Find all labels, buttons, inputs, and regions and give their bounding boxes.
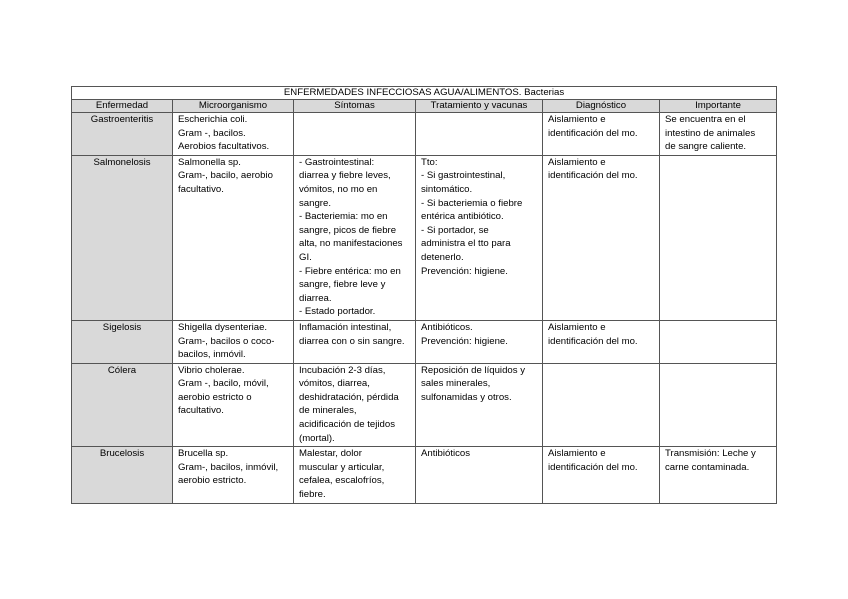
symptoms-cell [294, 363, 416, 447]
cell-text-line: sales minerales, [421, 378, 491, 390]
cell-text-line: facultativo. [178, 183, 224, 195]
cell-text-line: administra el tto para [421, 238, 511, 250]
cell-text-line: facultativo. [178, 405, 224, 417]
table-body [72, 113, 777, 504]
cell-text-line: entérica antibiótico. [421, 211, 504, 223]
important-cell [660, 113, 777, 156]
symptoms-cell [294, 113, 416, 156]
treatment-cell [416, 320, 543, 363]
cell-text-line: (mortal). [299, 432, 335, 444]
treatment-cell [416, 155, 543, 320]
cell-text-line: intestino de animales [665, 127, 756, 139]
cell-text-line: Gram-, bacilos, inmóvil, [178, 461, 279, 473]
diagnosis-cell [543, 363, 660, 447]
cell-text-line: Prevención: higiene. [421, 335, 508, 347]
cell-text-line: Gram -, bacilo, móvil, [178, 378, 269, 390]
cell-text-line: Vibrio cholerae. [178, 364, 245, 376]
cell-text-line: detenerlo. [421, 251, 464, 263]
header-enfermedad: Enfermedad [72, 100, 173, 113]
cell-text-line: identificación del mo. [548, 335, 638, 347]
cell-text-line: Incubación 2-3 días, [299, 364, 386, 376]
cell-text-line: Shigella dysenteriae. [178, 321, 268, 333]
table-row [72, 155, 777, 320]
cell-text-line: aerobio estricto o [178, 391, 252, 403]
microorganism-cell [173, 363, 294, 447]
symptoms-cell [294, 447, 416, 503]
cell-text-line: GI. [299, 251, 312, 263]
cell-text-line: sulfonamidas y otros. [421, 391, 512, 403]
cell-text-line: - Estado portador. [299, 306, 376, 318]
table-row [72, 447, 777, 503]
cell-text-line: Malestar, dolor [299, 448, 362, 460]
cell-text-line: - Gastrointestinal: [299, 156, 375, 168]
cell-text-line: - Si bacteriemia o fiebre [421, 197, 523, 209]
cell-text-line: Escherichia coli. [178, 114, 248, 125]
cell-text-line: aerobio estricto. [178, 475, 247, 487]
microorganism-cell [173, 155, 294, 320]
cell-text-line: sangre, picos de fiebre [299, 224, 397, 236]
header-tratamiento: Tratamiento y vacunas [416, 100, 543, 113]
cell-text-line: sintomático. [421, 183, 473, 195]
important-cell [660, 320, 777, 363]
diseases-table [71, 86, 777, 504]
cell-text-line: diarrea y fiebre leves, [299, 170, 391, 182]
cell-text-line: Transmisión: Leche y [665, 448, 756, 460]
cell-text-line: sangre, fiebre leve y [299, 279, 386, 291]
cell-text-line: identificación del mo. [548, 461, 638, 473]
cell-text-line: Gram -, bacilos. [178, 127, 246, 139]
cell-text-line: deshidratación, pérdida [299, 391, 399, 403]
header-microorganismo: Microorganismo [173, 100, 294, 113]
symptoms-cell [294, 155, 416, 320]
cell-text-line: Aerobios facultativos. [178, 141, 270, 153]
cell-text-line: Prevención: higiene. [421, 265, 508, 277]
cell-text-line: identificación del mo. [548, 170, 638, 182]
diagnosis-cell [543, 113, 660, 156]
cell-text-line: identificación del mo. [548, 127, 638, 139]
important-cell [660, 447, 777, 503]
microorganism-cell [173, 320, 294, 363]
cell-text-line: de minerales, [299, 405, 357, 417]
cell-text-line: Reposición de líquidos y [421, 364, 525, 376]
cell-text-line: diarrea. [299, 292, 332, 304]
diagnosis-cell [543, 447, 660, 503]
disease-name-cell: Gastroenteritis [72, 113, 173, 156]
cell-text-line: Brucella sp. [178, 448, 229, 460]
cell-text-line: carne contaminada. [665, 461, 750, 473]
disease-name-cell: Sigelosis [72, 320, 173, 363]
treatment-cell [416, 113, 543, 156]
microorganism-cell [173, 113, 294, 156]
cell-text-line: Se encuentra en el [665, 114, 746, 125]
cell-text-line: Tto: [421, 156, 438, 168]
cell-text-line: Gram-, bacilo, aerobio [178, 170, 273, 182]
cell-text-line: bacilos, inmóvil. [178, 349, 246, 361]
symptoms-cell [294, 320, 416, 363]
cell-text-line: Aislamiento e [548, 114, 606, 125]
cell-text-line: Inflamación intestinal, [299, 321, 392, 333]
cell-text-line: Gram-, bacilos o coco- [178, 335, 275, 347]
header-row [72, 100, 777, 113]
treatment-cell [416, 447, 543, 503]
treatment-cell [416, 363, 543, 447]
cell-text-line: alta, no manifestaciones [299, 238, 403, 250]
header-sintomas: Síntomas [294, 100, 416, 113]
disease-name-cell: Brucelosis [72, 447, 173, 503]
disease-name-cell: Cólera [72, 363, 173, 447]
cell-text-line: diarrea con o sin sangre. [299, 335, 405, 347]
cell-text-line: Aislamiento e [548, 321, 606, 333]
cell-text-line: - Si portador, se [421, 224, 489, 236]
cell-text-line: Aislamiento e [548, 448, 606, 460]
cell-text-line: vómitos, no mo en [299, 183, 378, 195]
cell-text-line: Antibióticos [421, 448, 471, 460]
table-row [72, 320, 777, 363]
cell-text-line: Antibióticos. [421, 321, 473, 333]
cell-text-line: - Si gastrointestinal, [421, 170, 506, 182]
diagnosis-cell [543, 320, 660, 363]
cell-text-line: sangre. [299, 197, 331, 209]
cell-text-line: fiebre. [299, 489, 326, 501]
important-cell [660, 155, 777, 320]
title-row [72, 87, 777, 100]
cell-text-line: - Fiebre entérica: mo en [299, 265, 401, 277]
cell-text-line: acidificación de tejidos [299, 419, 395, 431]
cell-text-line: Aislamiento e [548, 156, 606, 168]
important-cell [660, 363, 777, 447]
table-row [72, 113, 777, 156]
cell-text-line: - Bacteriemia: mo en [299, 211, 388, 223]
cell-text-line: de sangre caliente. [665, 141, 747, 153]
header-importante: Importante [660, 100, 777, 113]
disease-name-cell: Salmonelosis [72, 155, 173, 320]
header-diagnostico: Diagnóstico [543, 100, 660, 113]
cell-text-line: muscular y articular, [299, 461, 385, 473]
cell-text-line: cefalea, escalofríos, [299, 475, 385, 487]
table-title: ENFERMEDADES INFECCIOSAS AGUA/ALIMENTOS. Bacterias [72, 87, 777, 100]
cell-text-line: vómitos, diarrea, [299, 378, 370, 390]
cell-text-line: Salmonella sp. [178, 156, 241, 168]
table-row [72, 363, 777, 447]
diagnosis-cell [543, 155, 660, 320]
microorganism-cell [173, 447, 294, 503]
